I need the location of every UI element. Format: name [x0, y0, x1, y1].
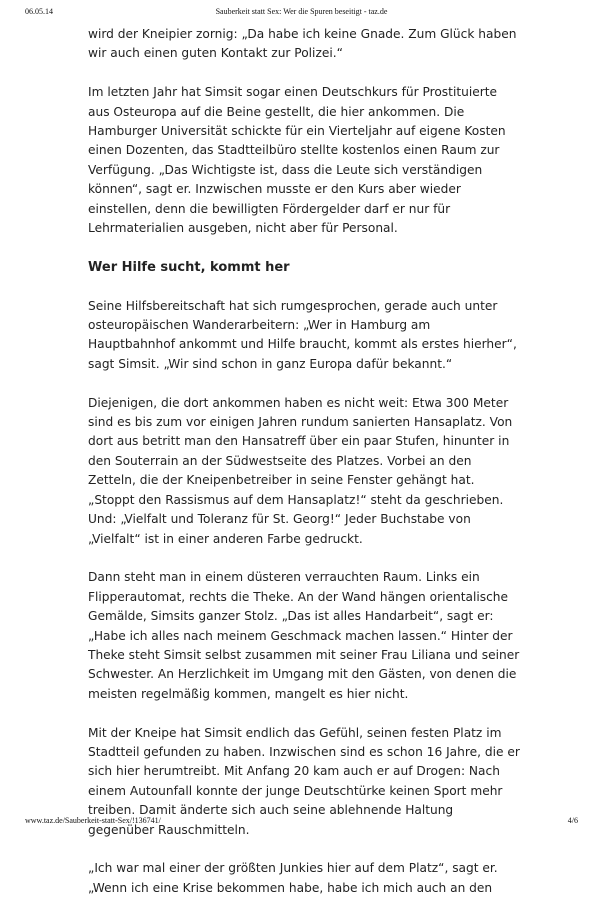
- print-url: www.taz.de/Sauberkeit-statt-Sex/!136741/: [25, 816, 161, 825]
- article-paragraph: Mit der Kneipe hat Simsit endlich das Gefühl, seinen festen Platz im Stadtteil gefunden zu haben. Inzwischen sind es schon 16 Jahre, die er sich hier herumtreibt. Mit Anfang 20 kam auch er auf Drogen: Nach einem Autounfall konnte der junge Deutschtürke keinen Sport mehr treiben. Damit änderte sich auch seine ablehnende Haltung gegenüber Rauschmitteln.: [88, 725, 520, 837]
- print-date: 06.05.14: [25, 7, 53, 16]
- article-subheading: Wer Hilfe sucht, kommt her: [88, 259, 290, 275]
- print-footer: [25, 816, 578, 828]
- article-paragraph: wird der Kneipier zornig: „Da habe ich keine Gnade. Zum Glück haben wir auch einen guten Kontakt zur Polizei.“: [88, 27, 517, 61]
- article-paragraph: Im letzten Jahr hat Simsit sogar einen Deutschkurs für Prostituierte aus Osteuropa auf die Beine gestellt, die hier ankommen. Die Hamburger Universität schickte für ein Vierteljahr auf eigene Kosten einen Dozenten, das Stadtteilbüro stellte kostenlos einen Raum zur Verfügung. „Das Wichtigste ist, dass die Leute sich verständigen können“, sagt er. Inzwischen musste er den Kurs aber wieder einstellen, denn die bewilligten Fördergelder darf er nur für Lehrmaterialien ausgeben, nicht aber für Personal.: [88, 85, 506, 236]
- print-page-title: Sauberkeit statt Sex: Wer die Spuren beseitigt - taz.de: [215, 7, 388, 16]
- page-number: 4/6: [567, 816, 578, 825]
- print-header: [25, 7, 578, 21]
- article-paragraph: Diejenigen, die dort ankommen haben es nicht weit: Etwa 300 Meter sind es bis zum vor einigen Jahren rundum sanierten Hansaplatz. Von dort aus betritt man den Hansatreff über ein paar Stufen, hinunter in den Souterrain an der Südwestseite des Platzes. Vorbei an den Zetteln, die der Kneipenbetreiber in seine Fenster gehängt hat. „Stoppt den Rassismus auf dem Hansaplatz!“ steht da geschrieben. Und: „Vielfalt und Toleranz für St. Georg!“ Jeder Buchstabe von „Vielfalt“ ist in einer anderen Farbe gedruckt.: [88, 395, 513, 546]
- article-paragraph: „Ich war mal einer der größten Junkies hier auf dem Platz“, sagt er. „Wenn ich eine Krise bekommen habe, habe ich mich auch an den: [88, 861, 498, 895]
- article-body: [88, 25, 520, 918]
- article-paragraph: Seine Hilfsbereitschaft hat sich rumgesprochen, gerade auch unter osteuropäischen Wanderarbeitern: „Wer in Hamburg am Hauptbahnhof ankommt und Hilfe braucht, kommt als erstes hierher“, sagt Simsit. „Wir sind schon in ganz Europa dafür bekannt.“: [88, 298, 517, 371]
- article-paragraph: Dann steht man in einem düsteren verrauchten Raum. Links ein Flipperautomat, rechts die Theke. An der Wand hängen orientalische Gemälde, Simsits ganzer Stolz. „Das ist alles Handarbeit“, sagt er: „Habe ich alles nach meinem Geschmack machen lassen.“ Hinter der Theke steht Simsit selbst zusammen mit seiner Frau Liliana und seiner Schwester. An Herzlichkeit im Umgang mit den Gästen, von denen die meisten regelmäßig kommen, mangelt es hier nicht.: [88, 570, 520, 701]
